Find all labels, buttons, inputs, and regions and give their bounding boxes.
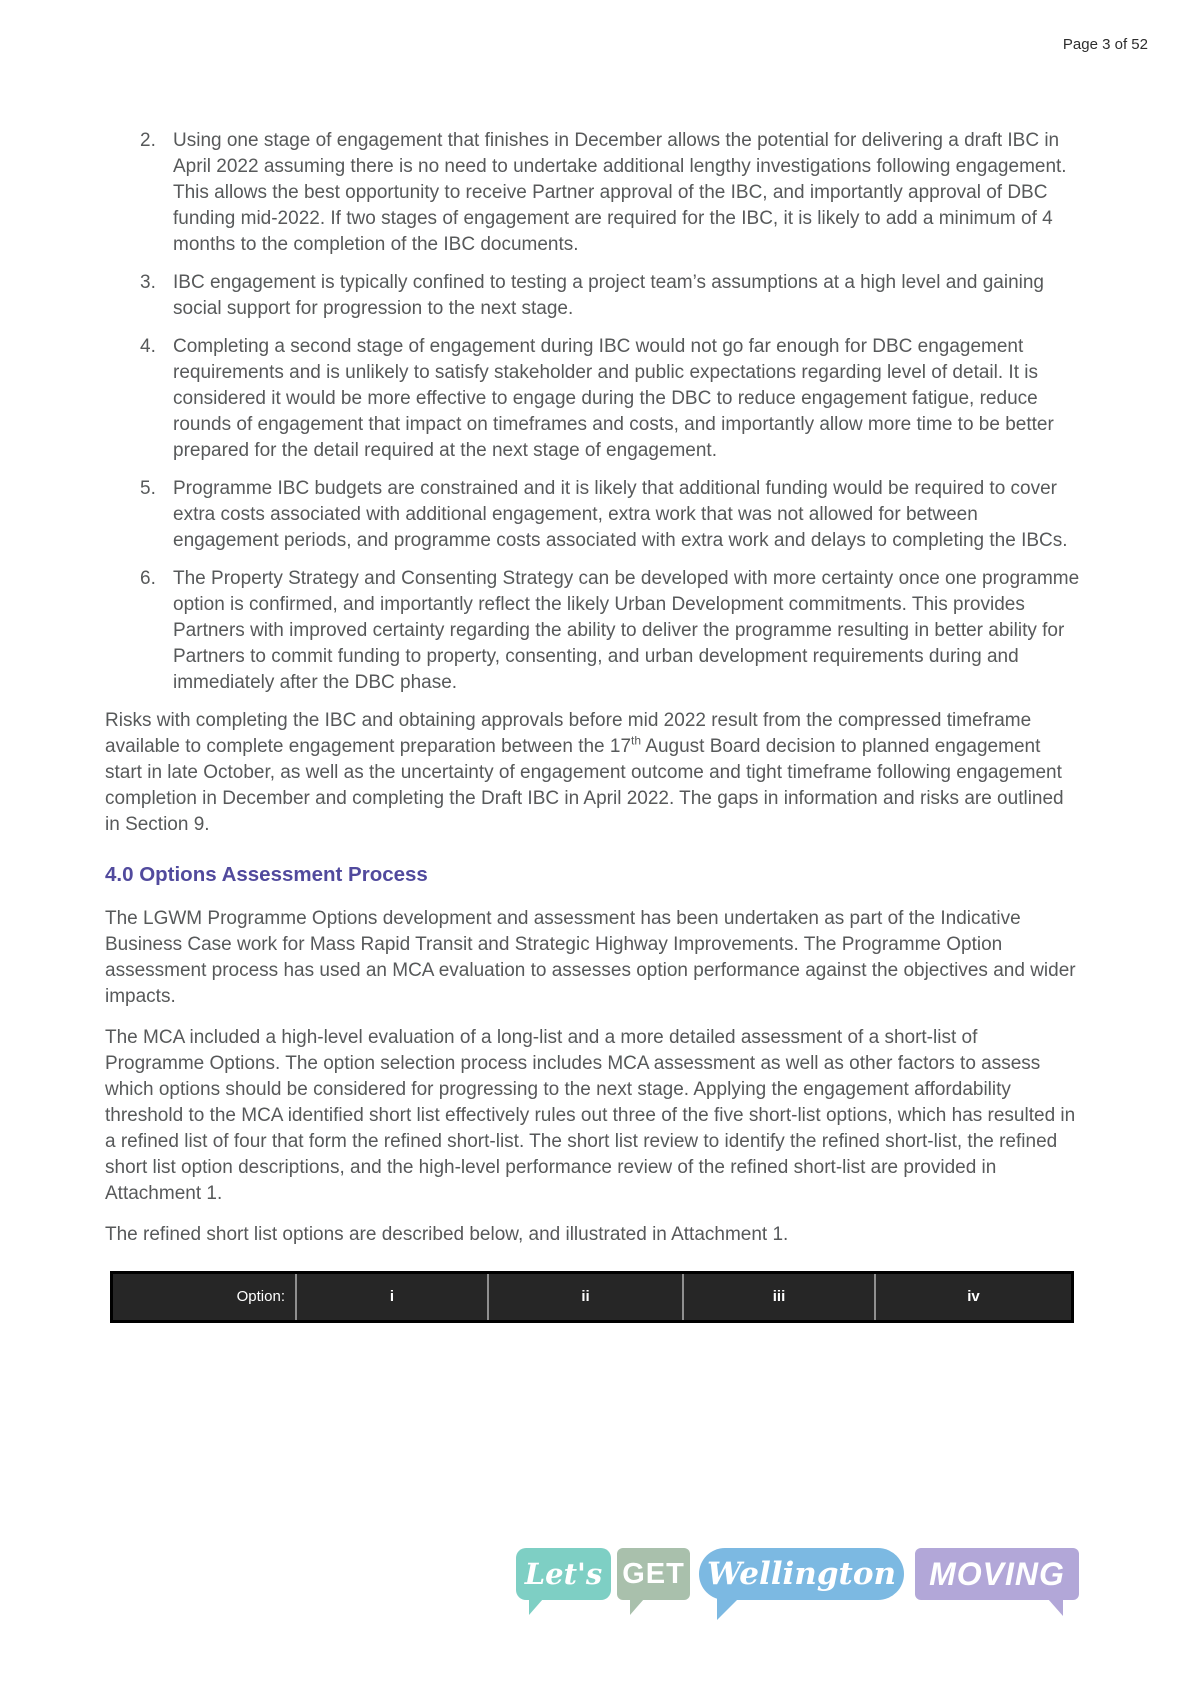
numbered-list — [105, 128, 1080, 696]
logo-bubble-lets — [516, 1548, 611, 1600]
list-text: Using one stage of engagement that finishes in December allows the potential for delivering a draft IBC in April 2022 assuming there is no need to undertake additional lengthy investigations following engagement. This allows the best opportunity to receive Partner approval of the IBC, and importantly approval of DBC funding mid-2022. If two stages of engagement are required for the IBC, it is likely to add a minimum of 4 months to the completion of the IBC documents. — [173, 130, 1067, 255]
table-header-i: i — [297, 1274, 487, 1320]
speech-tail-icon — [529, 1599, 543, 1615]
ordinal-superscript: th — [631, 733, 642, 748]
table-header-iii: iii — [684, 1274, 874, 1320]
list-text: The Property Strategy and Consenting Strategy can be developed with more certainty once one programme option is confirmed, and importantly reflect the likely Urban Development commitments. This provides Partners with improved certainty regarding the ability to deliver the programme resulting in better ability for Partners to commit funding to property, consenting, and urban development requirements during and immediately after the DBC phase. — [173, 568, 1080, 693]
page-number: Page 3 of 52 — [1062, 36, 1148, 53]
speech-tail-icon — [1048, 1599, 1063, 1616]
paragraph-refined-shortlist: The refined short list options are described below, and illustrated in Attachment 1. — [105, 1224, 789, 1245]
logo-text-get: GET — [622, 1557, 685, 1590]
options-table-header-row — [110, 1271, 1074, 1323]
list-text: Completing a second stage of engagement during IBC would not go far enough for DBC engagement requirements and is unlikely to satisfy stakeholder and public expectations regarding level of detail. It is considered it would be more effective to engage during the DBC to reduce engagement fatigue, reduce rounds of engagement that impact on timeframes and costs, and importantly allow more time to be better prepared for the detail required at the next stage of engagement. — [173, 336, 1054, 461]
lgwm-logo — [516, 1548, 1079, 1630]
logo-text-moving: MOVING — [929, 1555, 1065, 1592]
paragraph-lgwm-options: The LGWM Programme Options development and assessment has been undertaken as part of the Indicative Business Case work for Mass Rapid Transit and Strategic Highway Improvements. The Programme Option assessment process has used an MCA evaluation to assesses option performance against the objectives and wider impacts. — [105, 908, 1076, 1007]
list-item-2 — [105, 128, 1080, 258]
list-number: 3. — [140, 272, 156, 293]
logo-bubble-moving — [915, 1548, 1079, 1600]
logo-text-wellington: Wellington — [706, 1556, 897, 1592]
list-number: 6. — [140, 568, 156, 589]
logo-text-lets: Let's — [524, 1557, 603, 1591]
logo-bubble-wellington — [699, 1548, 904, 1600]
paragraph-mca: The MCA included a high-level evaluation of a long-list and a more detailed assessment of a short-list of Programme Options. The option selection process includes MCA assessment as well as other factors to assess which options should be considered for progressing to the next stage. Applying the engagement affordability threshold to the MCA identified short list effectively rules out three of the five short-list options, which has resulted in a refined list of four that form the refined short-list. The short list review to identify the refined short-list, the refined short list option descriptions, and the high-level performance review of the refined short-list are provided in Attachment 1. — [105, 1027, 1076, 1204]
table-header-ii: ii — [489, 1274, 682, 1320]
list-number: 4. — [140, 336, 156, 357]
list-number: 2. — [140, 130, 156, 151]
table-header-iv: iv — [876, 1274, 1071, 1320]
table-header-option-label: Option: — [113, 1274, 295, 1320]
list-item-3 — [105, 270, 1080, 322]
list-text: Programme IBC budgets are constrained and it is likely that additional funding would be required to cover extra costs associated with additional engagement, extra work that was not allowed for between engagement periods, and programme costs associated with extra work and delays to completing the IBCs. — [173, 478, 1068, 551]
speech-tail-icon — [717, 1598, 739, 1620]
list-item-6 — [105, 566, 1080, 696]
speech-tail-icon — [630, 1599, 644, 1615]
list-item-4 — [105, 334, 1080, 464]
risks-text-after: August Board decision to planned engagement start in late October, as well as the uncertainty of engagement outcome and tight timeframe following engagement completion in December and completing the Draft IBC in April 2022. The gaps in information and risks are outlined in Section 9. — [105, 736, 1064, 835]
list-item-5 — [105, 476, 1080, 554]
section-heading-4-0: 4.0 Options Assessment Process — [105, 863, 428, 886]
list-text: IBC engagement is typically confined to testing a project team’s assumptions at a high level and gaining social support for progression to the next stage. — [173, 272, 1044, 319]
logo-bubble-get — [617, 1548, 690, 1600]
paragraph-risks — [105, 708, 1080, 838]
list-number: 5. — [140, 478, 156, 499]
document-body — [105, 128, 1080, 1323]
risks-text-before: Risks with completing the IBC and obtaining approvals before mid 2022 result from the compressed timeframe available to complete engagement preparation between the 17 — [105, 710, 1032, 757]
